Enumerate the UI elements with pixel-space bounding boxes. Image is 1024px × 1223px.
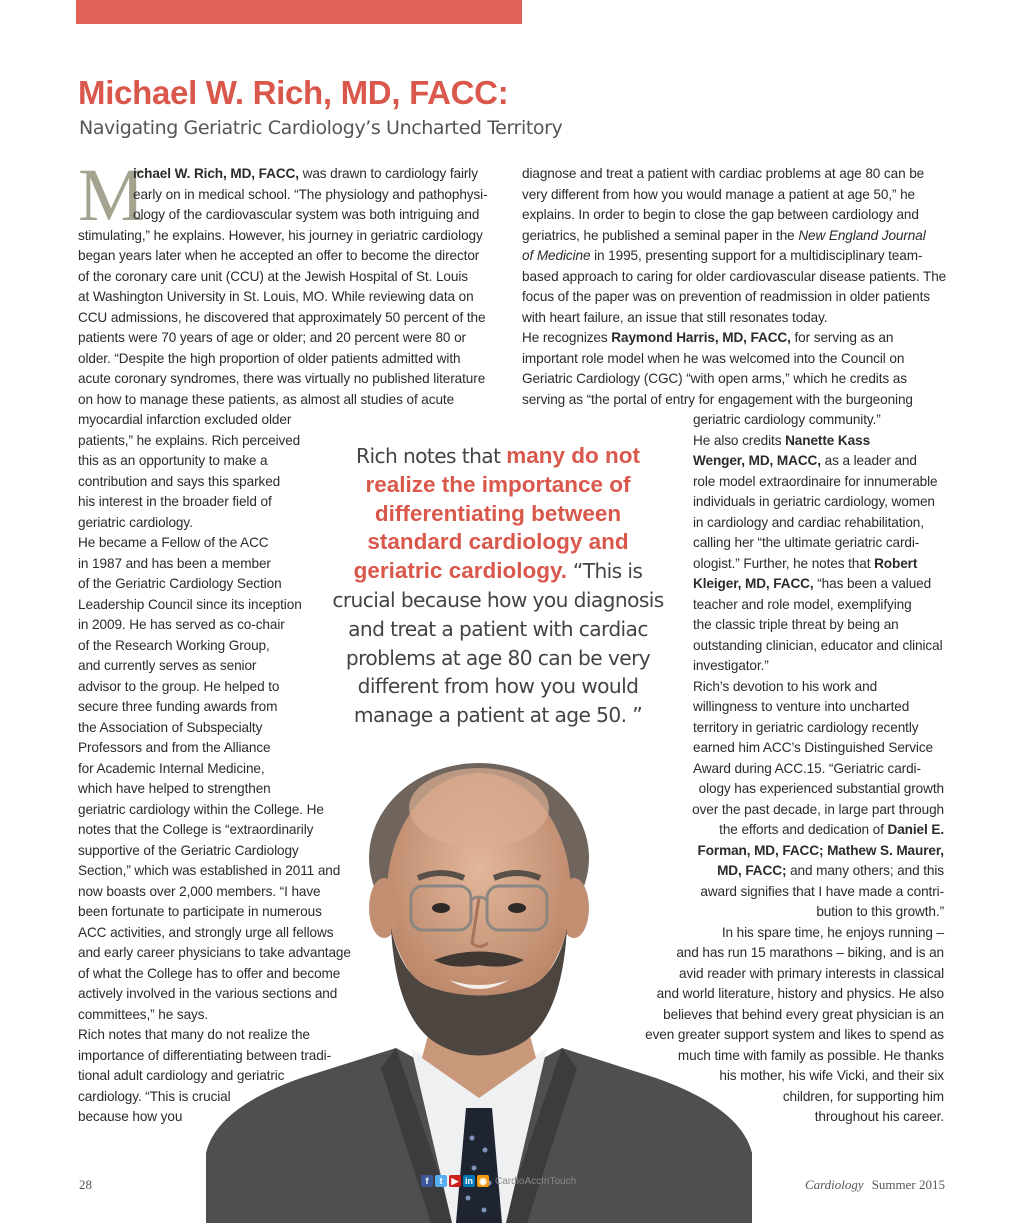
text-span: geriatric cardiology within the College. He (78, 801, 324, 817)
text-span: patients were 70 years of age or older; and 20 percent were 80 or (78, 330, 466, 345)
text-span: Raymond Harris, MD, FACC, (611, 330, 791, 345)
text-span: notes that the College is “extraordinarily (78, 822, 314, 837)
text-line (693, 451, 943, 472)
pull-quote-line (326, 672, 670, 701)
text-line (78, 226, 485, 247)
text-span: Wenger, MD, MACC, (693, 453, 821, 468)
text-span: very different from how you would manage a patient at age 50,” he (522, 186, 915, 202)
pull-quote-line (326, 701, 670, 730)
text-span: explains. In order to begin to close the gap between cardiology and (522, 207, 919, 222)
text-span: Section,” which was established in 2011 and (78, 863, 341, 878)
text-span: differentiating between (374, 500, 622, 526)
text-span: “This is (567, 559, 643, 584)
text-span: cardiology. “This is crucial (78, 1088, 231, 1104)
text-span: stimulating,” he explains. However, his journey in geriatric cardiology (78, 227, 483, 243)
text-line (78, 656, 351, 677)
text-line (693, 410, 943, 431)
text-span: the classic triple threat by being an (693, 617, 899, 632)
text-span: in 1987 and has been a member (78, 555, 271, 571)
column-2-text-full (522, 164, 946, 410)
text-span: and treat a patient with cardiac (348, 616, 648, 641)
text-line (522, 369, 946, 390)
youtube-icon[interactable]: ▶ (449, 1175, 461, 1187)
text-span: and many others; and this (786, 863, 944, 878)
text-span: throughout his career. (814, 1109, 944, 1124)
text-line (78, 697, 351, 718)
text-line (78, 451, 351, 472)
text-span: avid reader with primary interests in classical (678, 965, 944, 981)
text-span: bution to this growth.” (816, 904, 944, 919)
text-span: Forman, MD, FACC; Mathew S. Maurer, (697, 842, 944, 858)
text-span: Rich’s devotion to his work and (693, 678, 878, 694)
text-span: manage a patient at age 50. ” (353, 703, 643, 728)
text-line (78, 636, 351, 657)
text-line (78, 554, 351, 575)
rss-icon[interactable]: ◉ (477, 1175, 489, 1187)
column-2-text-narrow (693, 410, 943, 779)
text-span: Kleiger, MD, FACC, (693, 576, 814, 591)
text-line (78, 287, 485, 308)
text-span: acute coronary syndromes, there was virtually no published literature (78, 371, 486, 386)
text-span: geriatric cardiology. (353, 558, 568, 584)
text-span: because how you (78, 1109, 183, 1124)
column-1-intro (133, 164, 488, 226)
text-span: geriatric cardiology. (78, 514, 193, 530)
text-line (693, 595, 943, 616)
text-line (693, 431, 943, 452)
text-line (693, 472, 943, 493)
text-line (693, 554, 943, 575)
top-accent-bar (76, 0, 522, 24)
text-span: ACC activities, and strongly urge all fellows (78, 924, 334, 940)
text-span: ology has experienced substantial growth (698, 781, 944, 796)
text-line (693, 574, 943, 595)
magazine-name: Cardiology (804, 1177, 864, 1192)
pull-quote-line (326, 557, 670, 586)
text-line (522, 205, 946, 226)
text-span: Robert (874, 555, 918, 571)
text-span: outstanding clinician, educator and clinical (693, 637, 943, 653)
text-span: ichael W. Rich, MD, FACC, (133, 166, 299, 181)
text-span: ologist.” Further, he notes that (693, 555, 875, 571)
text-span: for serving as an (790, 330, 894, 345)
text-line (693, 615, 943, 636)
text-line (78, 718, 351, 739)
text-span: with heart failure, an issue that still resonates today. (522, 309, 828, 325)
text-span: of the Research Working Group, (78, 637, 270, 653)
text-span: in 2009. He has served as co-chair (78, 617, 285, 632)
text-span: early on in medical school. “The physiology and pathophysi- (133, 186, 488, 202)
text-line (693, 718, 943, 739)
text-span: realize the importance of (365, 471, 631, 497)
text-span: of the coronary care unit (CCU) at the Jewish Hospital of St. Louis (78, 268, 468, 284)
text-span: role model extraordinaire for innumerable (693, 473, 938, 489)
text-line (78, 492, 351, 513)
text-line (78, 574, 351, 595)
text-span: was drawn to cardiology fairly (298, 166, 478, 181)
text-span: Leadership Council since its inception (78, 596, 302, 612)
text-line (693, 533, 943, 554)
text-line (693, 513, 943, 534)
text-line (78, 677, 351, 698)
text-line (78, 513, 351, 534)
text-span: earned him ACC’s Distinguished Service (693, 740, 933, 755)
text-line (78, 267, 485, 288)
text-span: problems at age 80 can be very (345, 645, 651, 670)
text-span: calling her “the ultimate geriatric cardi- (693, 535, 920, 550)
text-span: and currently serves as senior (78, 658, 257, 673)
text-line (693, 677, 943, 698)
text-span: as a leader and (820, 453, 917, 468)
text-span: secure three funding awards from (78, 699, 278, 714)
text-span: and world literature, history and physics. He also (656, 986, 944, 1001)
twitter-icon[interactable]: t (435, 1175, 447, 1187)
text-span: many do not (506, 443, 640, 468)
text-line (693, 656, 943, 677)
text-span: began years later when he accepted an offer to become the director (78, 248, 480, 263)
text-line (78, 246, 485, 267)
text-line (693, 697, 943, 718)
text-line (78, 349, 485, 370)
text-span: patients,” he explains. Rich perceived (78, 432, 301, 448)
text-span: Professors and from the Alliance (78, 740, 271, 755)
text-line (133, 185, 488, 206)
text-span: at Washington University in St. Louis, MO. While reviewing data on (78, 289, 474, 304)
text-span: actively involved in the various sections and (78, 986, 338, 1001)
issue-date: Summer 2015 (871, 1177, 945, 1192)
text-span: geriatrics, he published a seminal paper in the (522, 227, 799, 243)
text-span: ology of the cardiovascular system was both intriguing and (133, 207, 480, 222)
text-line (78, 615, 351, 636)
article-subtitle: Navigating Geriatric Cardiology’s Uncharted Territory (79, 117, 563, 139)
article-title: Michael W. Rich, MD, FACC: (78, 74, 509, 111)
page-number: 28 (79, 1177, 92, 1192)
text-span: of Medicine (522, 248, 591, 263)
text-span: Rich notes that (356, 444, 507, 468)
text-line (78, 369, 485, 390)
text-span: now boasts over 2,000 members. “I have (78, 883, 321, 899)
text-span: and early career physicians to take advantage (78, 945, 351, 960)
text-line (522, 226, 946, 247)
text-span: children, for supporting him (782, 1088, 944, 1104)
text-span: Daniel E. (887, 822, 944, 837)
text-span: He became a Fellow of the ACC (78, 535, 269, 550)
text-span: Award during ACC.15. “Geriatric cardi- (693, 760, 921, 776)
text-span: willingness to venture into uncharted (693, 699, 910, 714)
text-span: diagnose and treat a patient with cardiac problems at age 80 can be (522, 166, 925, 181)
text-span: teacher and role model, exemplifying (693, 596, 912, 612)
text-span: importance of differentiating between tradi- (78, 1047, 332, 1063)
text-span: important role model when he was welcomed into the Council on (522, 350, 905, 366)
text-span: focus of the paper was on prevention of readmission in older patients (522, 289, 930, 304)
text-span: of the Geriatric Cardiology Section (78, 576, 282, 591)
pull-quote-line (326, 528, 670, 557)
text-span: different from how you would (357, 674, 639, 699)
text-span: individuals in geriatric cardiology, women (693, 494, 935, 509)
text-span: serving as “the portal of entry for engagement with the burgeoning (522, 391, 913, 407)
text-span: the efforts and dedication of (719, 822, 888, 837)
text-span: the Association of Subspecialty (78, 719, 263, 735)
text-span: and has run 15 marathons – biking, and is an (676, 945, 944, 960)
text-span: his interest in the broader field of (78, 494, 272, 509)
text-span: He also credits (693, 432, 786, 448)
pull-quote-line (326, 442, 670, 471)
text-span: on how to manage these patients, as almost all studies of acute (78, 391, 455, 407)
text-span: in 1995, presenting support for a multidisciplinary team- (590, 248, 923, 263)
text-span: award signifies that I have made a contri- (700, 883, 944, 899)
text-span: myocardial infarction excluded older (78, 412, 292, 427)
text-line (78, 390, 485, 411)
text-line (522, 164, 946, 185)
text-span: of what the College has to offer and become (78, 965, 341, 981)
text-span: Rich notes that many do not realize the (78, 1027, 310, 1042)
text-span: contribution and says this sparked (78, 473, 281, 489)
text-span: CCU admissions, he discovered that approximately 50 percent of the (78, 309, 486, 325)
text-span: tional adult cardiology and geriatric (78, 1068, 285, 1083)
text-span: geriatric cardiology community.” (693, 412, 881, 427)
text-span: based approach to caring for older cardiovascular disease patients. The (522, 268, 947, 284)
text-line (78, 431, 351, 452)
text-span: He recognizes (522, 330, 612, 345)
text-span: Nanette Kass (785, 432, 871, 448)
text-span: which have helped to strengthen (78, 781, 271, 796)
text-line (133, 205, 488, 226)
text-line (693, 636, 943, 657)
text-span: investigator.” (693, 658, 769, 673)
text-line (78, 410, 351, 431)
text-span: crucial because how you diagnosis (332, 587, 664, 612)
drop-cap: M (78, 154, 145, 237)
footer-issue (805, 1177, 945, 1193)
text-line (78, 533, 351, 554)
text-span: this as an opportunity to make a (78, 453, 268, 468)
text-span: even greater support system and likes to spend as (645, 1027, 944, 1042)
column-1-text-full (78, 226, 485, 411)
text-span: MD, FACC; (717, 863, 787, 878)
text-line (522, 328, 946, 349)
linkedin-icon[interactable]: in (465, 1176, 473, 1186)
text-line (78, 595, 351, 616)
text-span: believes that behind every great physician is an (663, 1006, 944, 1022)
text-span: over the past decade, in large part through (692, 801, 944, 817)
text-line (78, 328, 485, 349)
text-span: standard cardiology and (367, 529, 629, 555)
text-span: New England Journal (798, 227, 926, 243)
pull-quote-line (326, 644, 670, 673)
pull-quote-line (326, 500, 670, 529)
text-span: been fortunate to participate in numerous (78, 904, 322, 919)
text-span: committees,” he says. (78, 1006, 209, 1022)
text-span: older. “Despite the high proportion of older patients admitted with (78, 350, 461, 366)
pull-quote (326, 442, 670, 730)
text-span: in cardiology and cardiac rehabilitation, (693, 514, 924, 530)
text-span: Geriatric Cardiology (CGC) “with open arms,” which he credits as (522, 371, 907, 386)
text-span: In his spare time, he enjoys running – (721, 924, 944, 940)
text-line (522, 267, 946, 288)
text-line (522, 246, 946, 267)
text-span: supportive of the Geriatric Cardiology (78, 842, 299, 858)
social-icons (421, 1175, 576, 1187)
pull-quote-line (326, 471, 670, 500)
text-line (133, 164, 488, 185)
social-handle: CardioAccInTouch (495, 1175, 577, 1187)
pull-quote-line (326, 615, 670, 644)
text-line (78, 472, 351, 493)
text-line (522, 308, 946, 329)
text-line (522, 390, 946, 411)
text-span: for Academic Internal Medicine, (78, 760, 265, 776)
text-span: territory in geriatric cardiology recently (693, 719, 919, 735)
text-line (522, 349, 946, 370)
text-line (78, 308, 485, 329)
text-span: advisor to the group. He helped to (78, 678, 280, 694)
portrait-photo (206, 748, 752, 1223)
facebook-icon[interactable]: f (421, 1175, 433, 1187)
text-span: much time with family as possible. He thanks (677, 1047, 944, 1063)
text-line (693, 492, 943, 513)
text-span: his mother, his wife Vicki, and their six (719, 1068, 944, 1083)
text-line (522, 287, 946, 308)
text-line (522, 185, 946, 206)
pull-quote-line (326, 586, 670, 615)
text-span: “has been a valued (813, 576, 932, 591)
